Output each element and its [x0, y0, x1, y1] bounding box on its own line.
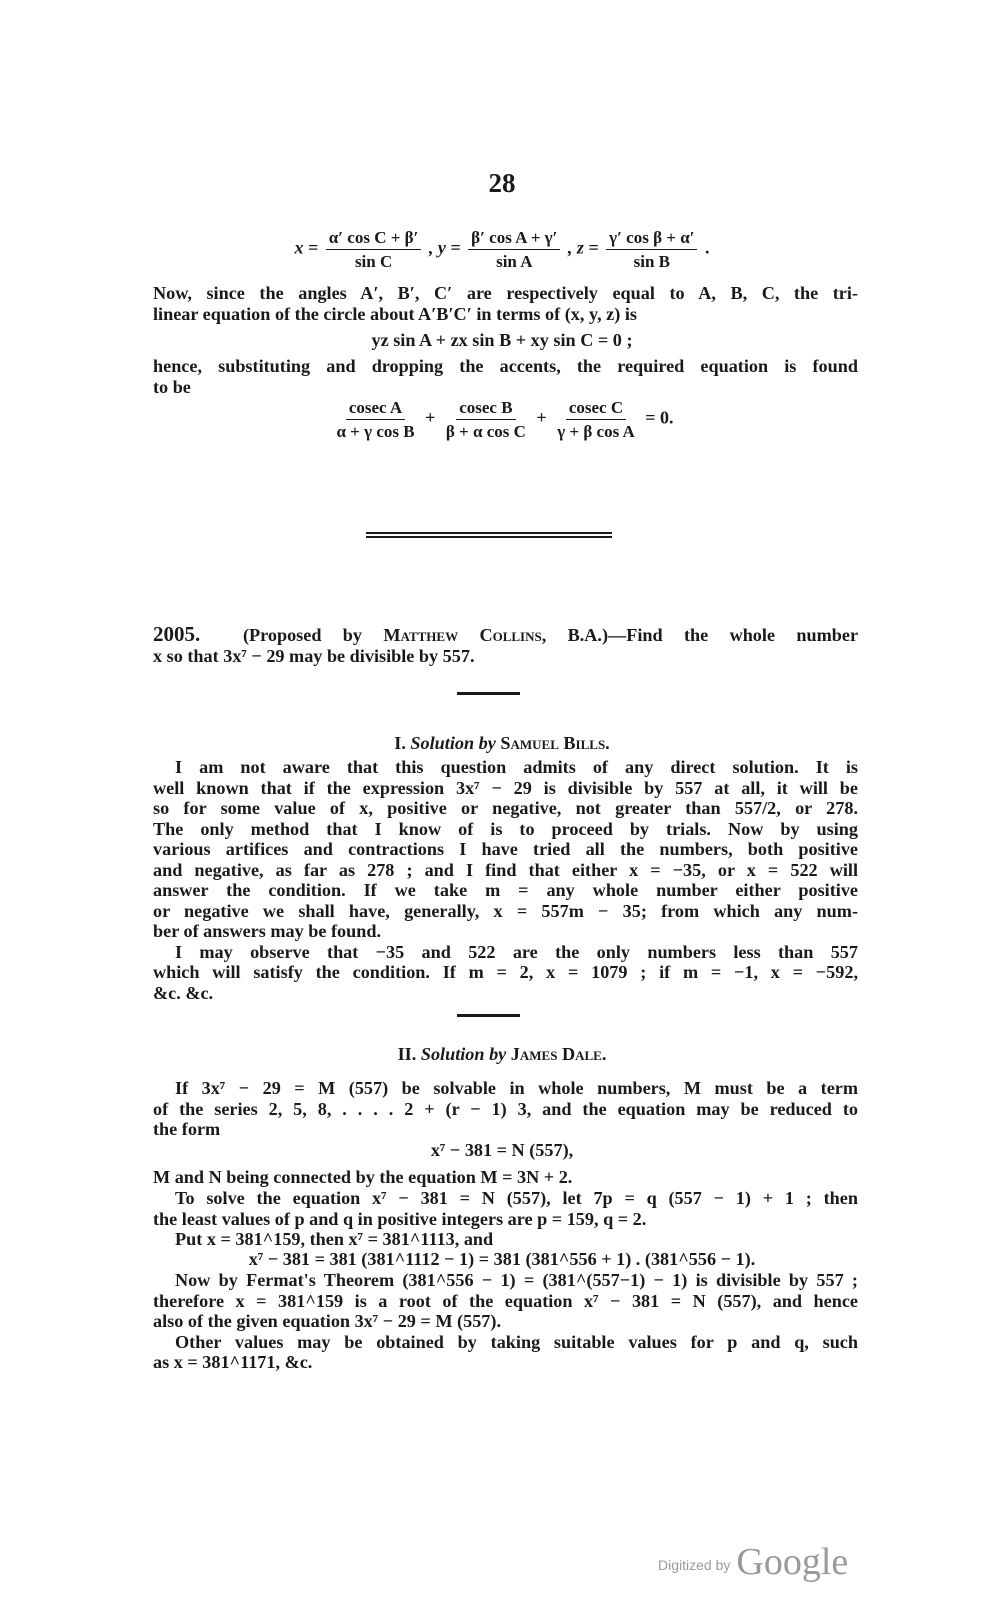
eq-x-fraction: $\frac{\text{α′ cos C + β′}}{\text{sin C}}$ — [326, 228, 422, 271]
question-line: x so that 3x⁷ − 29 may be divisible by 557. — [153, 646, 475, 666]
section-divider-bottom — [366, 536, 612, 538]
solution-line: various artifices and contractions I have tried all the numbers, both positive — [153, 839, 858, 859]
solution-line: I am not aware that this question admits of any direct solution. It is — [175, 757, 858, 777]
solution-heading: I. Solution by Samuel Bills. — [394, 733, 610, 753]
short-divider — [457, 692, 520, 695]
short-divider — [457, 1014, 520, 1017]
solution-line: as x = 381^1171, &c. — [153, 1352, 313, 1372]
solution-line: If 3x⁷ − 29 = M (557) be solvable in whole numbers, M must be a term — [175, 1078, 858, 1098]
solution-line: so for some value of x, positive or negative, not greater than 557/2, or 278. — [153, 798, 858, 818]
cosec-equation: $\frac{\text{cosec A}}{\text{α + γ cos B}}$ + $\frac{\text{cosec B}}{\text{β + α cos C}}$ + $\frac{\text{cosec C}}{\text{γ + β cos A}}$ = 0. — [336, 398, 674, 441]
paragraph-line: hence, substituting and dropping the accents, the required equation is found — [153, 356, 858, 376]
solution-line: Put x = 381^159, then x⁷ = 381^1113, and — [175, 1229, 494, 1249]
paragraph-line: to be — [153, 377, 191, 397]
solution-line: therefore x = 381^159 is a root of the equation x⁷ − 381 = N (557), and hence — [153, 1291, 858, 1311]
solution-line: well known that if the expression 3x⁷ − 29 is divisible by 557 at all, it will be — [153, 778, 858, 798]
solution-line: Now by Fermat's Theorem (381^556 − 1) = (381^(557−1) − 1) is divisible by 557 ; — [175, 1270, 858, 1290]
google-watermark — [658, 1540, 848, 1584]
solution-author: James Dale. — [510, 1044, 607, 1064]
section-divider-top — [366, 532, 612, 534]
solution-line: I may observe that −35 and 522 are the only numbers less than 557 — [175, 942, 858, 962]
solution-author: Samuel Bills. — [500, 733, 610, 753]
google-logo: Google — [736, 1541, 849, 1583]
solution-line: answer the condition. If we take m = any whole number either positive — [153, 880, 858, 900]
solution-line: the least values of p and q in positive integers are p = 159, q = 2. — [153, 1209, 647, 1229]
eq-z-lhs: , z = — [567, 237, 599, 258]
eq-z-fraction: $\frac{\text{γ′ cos β + α′}}{\text{sin B}}$ — [606, 228, 697, 271]
solution-line: also of the given equation 3x⁷ − 29 = M (557). — [153, 1311, 501, 1331]
solution-line: &c. &c. — [153, 983, 214, 1003]
solution-line: The only method that I know of is to proceed by trials. Now by using — [153, 819, 858, 839]
solution-equation: x⁷ − 381 = N (557), — [430, 1140, 574, 1160]
eq-y-fraction: $\frac{\text{β′ cos A + γ′}}{\text{sin A}}$ — [468, 228, 560, 271]
proposer-name: Matthew Collins — [383, 625, 542, 645]
trilinear-equation: yz sin A + zx sin B + xy sin C = 0 ; — [371, 330, 633, 350]
solution-line: and negative, as far as 278 ; and I find that either x = −35, or x = 522 will — [153, 860, 858, 880]
solution-line: or negative we shall have, generally, x = 557m − 35; from which any num- — [153, 901, 858, 921]
solution-line: of the series 2, 5, 8, . . . . 2 + (r − 1) 3, and the equation may be reduced to — [153, 1099, 858, 1119]
solution-line: ber of answers may be found. — [153, 921, 382, 941]
paragraph-line: Now, since the angles A′, B′, C′ are respectively equal to A, B, C, the tri- — [153, 283, 858, 303]
xyz-equations: x = $\frac{\text{α′ cos C + β′}}{\text{sin C}}$ , y = $\frac{\text{β′ cos A + γ′}}{\text{sin A}}$ , z = $\frac{\text{γ′ cos β + α′}}{\text{sin B}}$ . — [294, 228, 710, 271]
solution-line: To solve the equation x⁷ − 381 = N (557), let 7p = q (557 − 1) + 1 ; then — [175, 1188, 858, 1208]
solution-line: the form — [153, 1119, 221, 1139]
solution-line: M and N being connected by the equation M = 3N + 2. — [153, 1167, 573, 1187]
solution-line: which will satisfy the condition. If m = 2, x = 1079 ; if m = −1, x = −592, — [153, 962, 858, 982]
paragraph-line: linear equation of the circle about A′B′C′ in terms of (x, y, z) is — [153, 304, 637, 324]
question-number: 2005. — [153, 622, 201, 646]
eq-y-lhs: , y = — [428, 237, 461, 258]
question-line: 2005. (Proposed by Matthew Collins, B.A.)—Find the whole number — [153, 622, 859, 646]
page-number: 28 — [488, 168, 516, 198]
solution-heading: II. Solution by James Dale. — [397, 1044, 607, 1064]
solution-equation: x⁷ − 381 = 381 (381^1112 − 1) = 381 (381^556 + 1) . (381^556 − 1). — [248, 1249, 756, 1269]
watermark-prefix: Digitized by — [658, 1557, 731, 1573]
solution-line: Other values may be obtained by taking suitable values for p and q, such — [175, 1332, 858, 1352]
eq-x-lhs: x = — [294, 237, 319, 258]
